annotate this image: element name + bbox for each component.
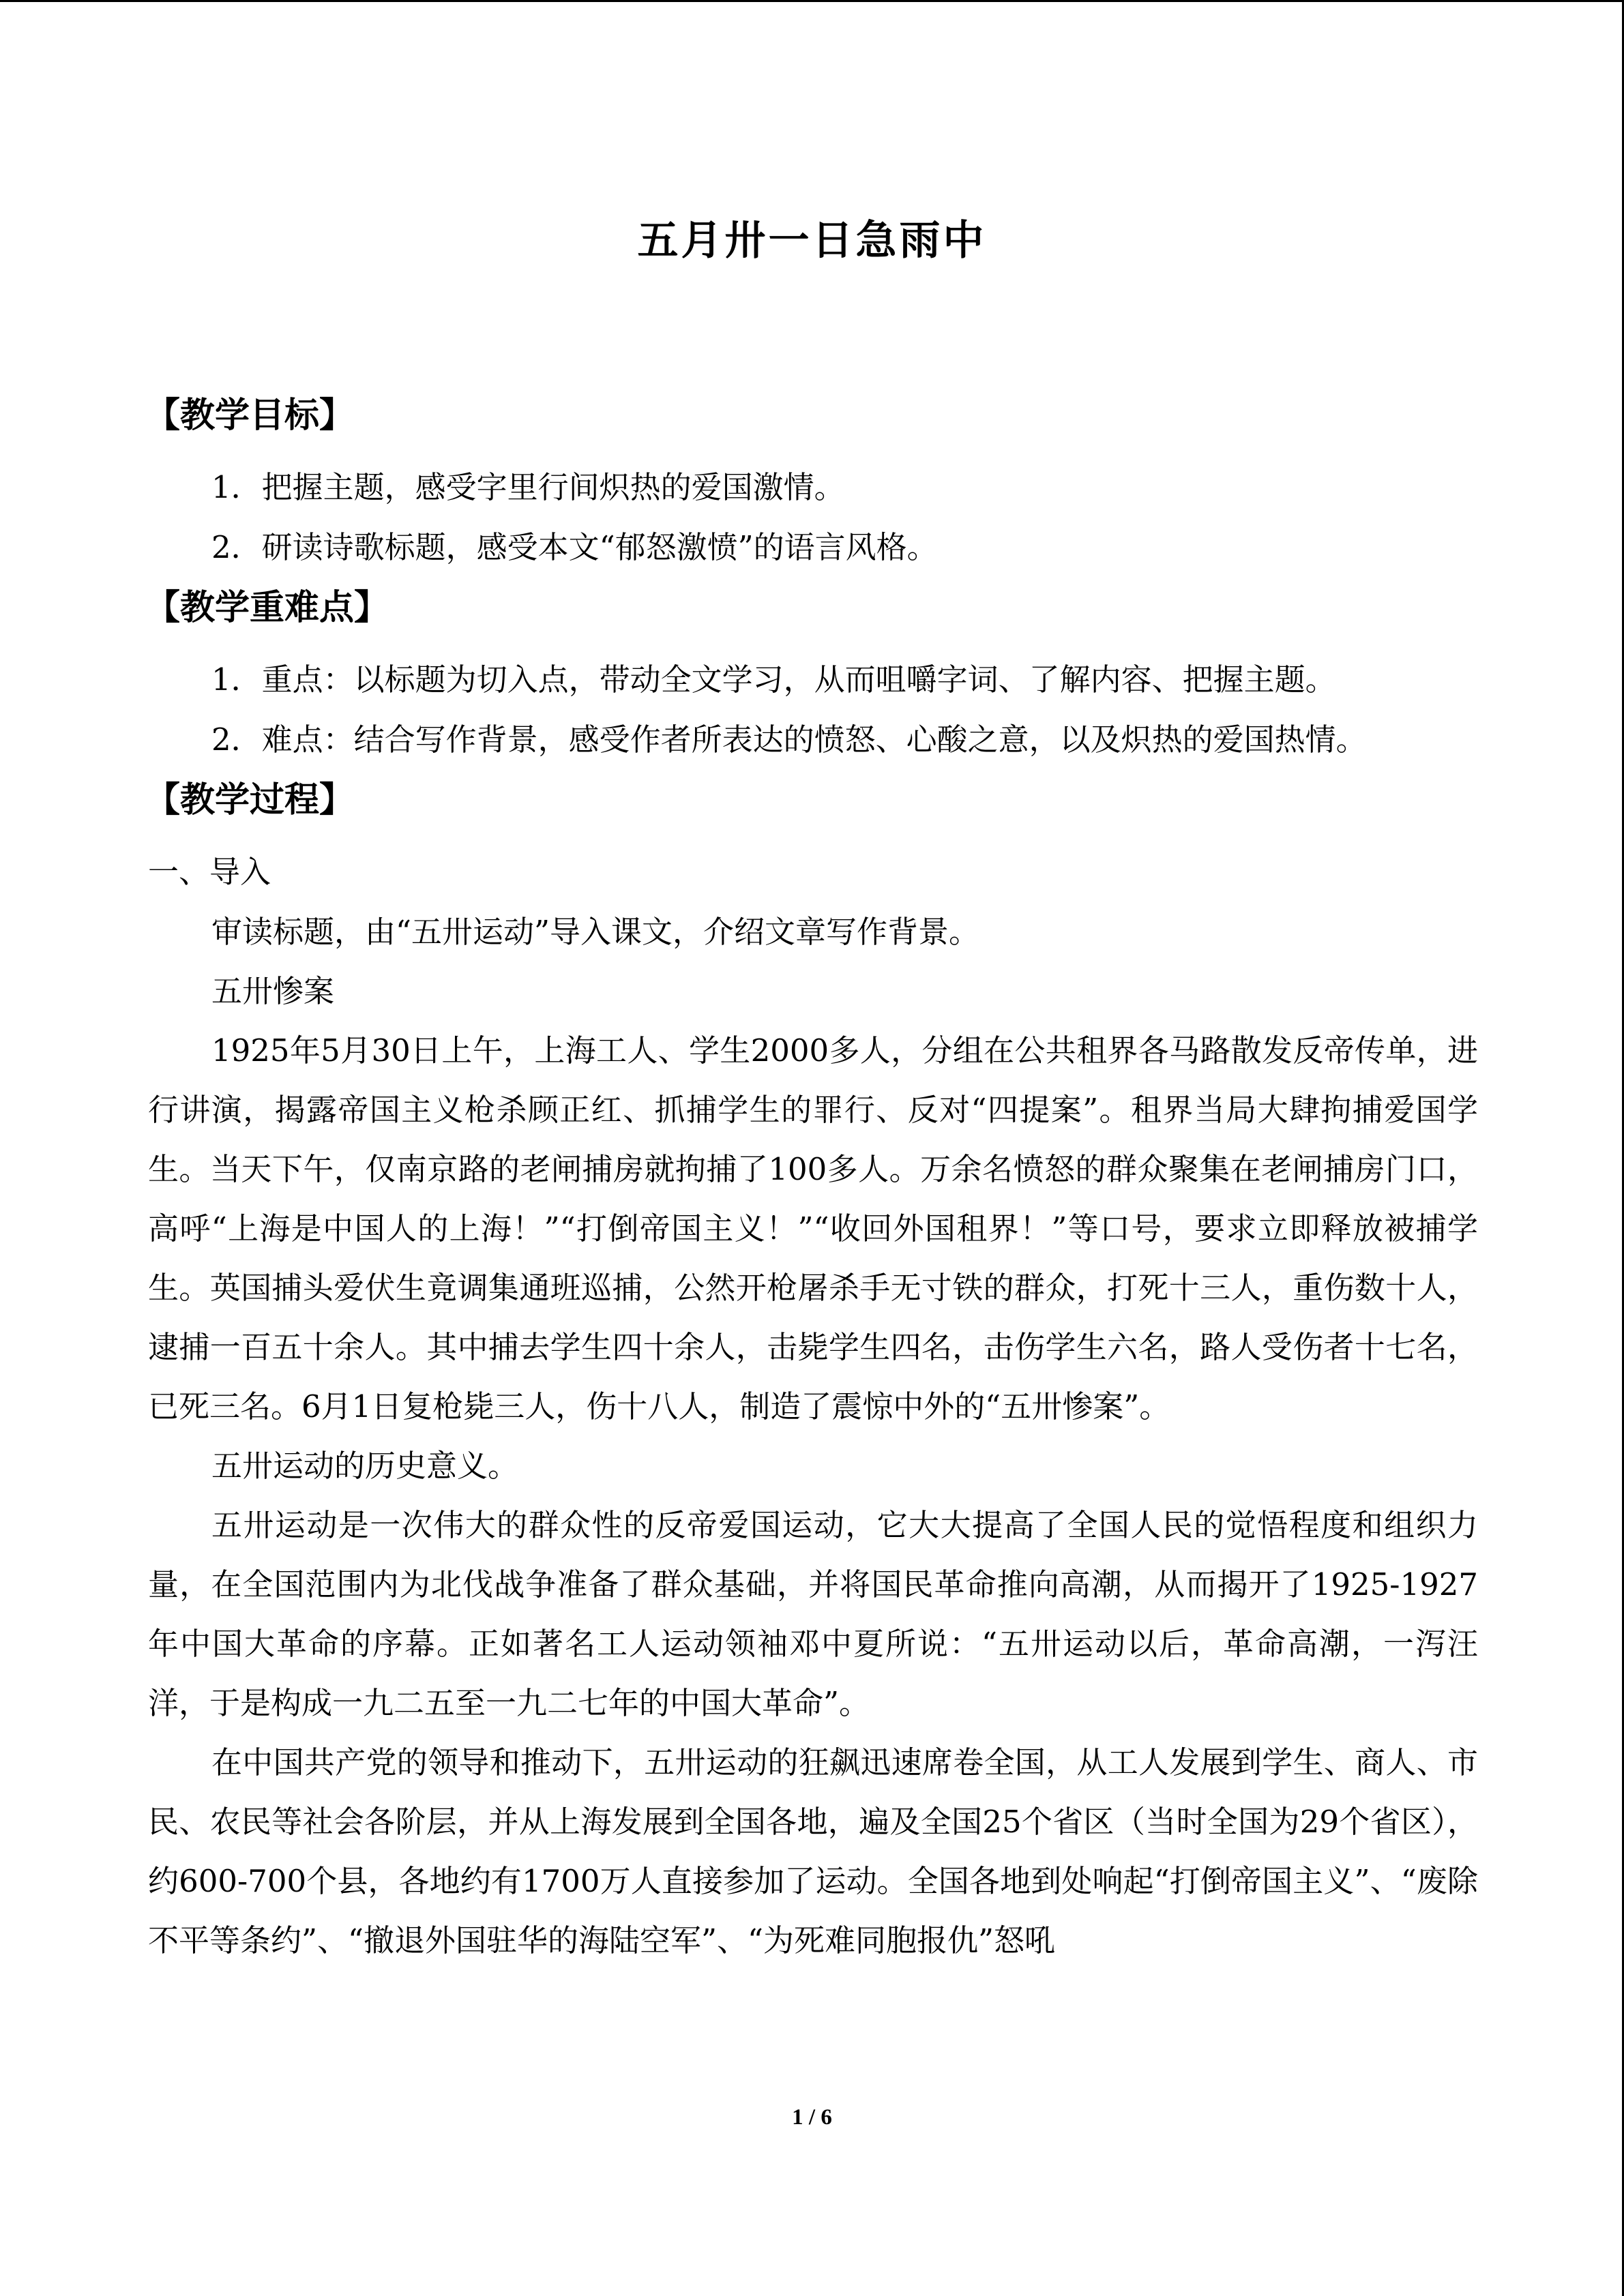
paragraph-intro: 审读标题，由“五卅运动”导入课文，介绍文章写作背景。 (211, 914, 980, 950)
paragraph-significance: 五卅运动是一次伟大的群众性的反帝爱国运动，它大大提高了全国人民的觉悟程度和组织力量，在全国范围内为北伐战争准备了群众基础，并将国民革命推向高潮，从而揭开了1925-1927年中国大革命的序幕。正如著名工人运动领袖邓中夏所说：“五卅运动以后，革命高潮，一泻汪洋，于是构成一九二五至一九二七年的中国大革命”。 (148, 1507, 1478, 1721)
paragraph-label-massacre: 五卅惨案 (211, 973, 335, 1009)
objective-item-1: 1．把握主题，感受字里行间炽热的爱国激情。 (211, 469, 845, 505)
key-point-item-1: 1．重点：以标题为切入点，带动全文学习，从而咀嚼字词、了解内容、把握主题。 (211, 661, 1336, 698)
document-body (145, 385, 1478, 1970)
paragraph-label-significance: 五卅运动的历史意义。 (211, 1448, 519, 1484)
section-heading-key-points: 【教学重难点】 (145, 588, 389, 628)
section-heading-process: 【教学过程】 (145, 780, 355, 820)
paragraph-nationwide-spread: 在中国共产党的领导和推动下，五卅运动的狂飙迅速席卷全国，从工人发展到学生、商人、市民、农民等社会各阶层，并从上海发展到全国各地，遍及全国25个省区（当时全国为29个省区），约600-700个县，各地约有1700万人直接参加了运动。全国各地到处响起“打倒帝国主义”、“废除不平等条约”、“撤退外国驻华的海陆空军”、“为死难同胞报仇”怒吼 (148, 1744, 1478, 1958)
section-heading-objectives: 【教学目标】 (145, 396, 355, 436)
key-point-item-2: 2．难点：结合写作背景，感受作者所表达的愤怒、心酸之意，以及炽热的爱国热情。 (211, 721, 1367, 758)
paragraph-massacre-details: 1925年5月30日上午，上海工人、学生2000多人，分组在公共租界各马路散发反帝传单，进行讲演，揭露帝国主义枪杀顾正红、抓捕学生的罪行、反对“四提案”。租界当局大肆拘捕爱国学生。当天下午，仅南京路的老闸捕房就拘捕了100多人。万余名愤怒的群众聚集在老闸捕房门口，高呼“上海是中国人的上海！”“打倒帝国主义！”“收回外国租界！”等口号，要求立即释放被捕学生。英国捕头爱伏生竟调集通班巡捕，公然开枪屠杀手无寸铁的群众，打死十三人，重伤数十人，逮捕一百五十余人。其中捕去学生四十余人，击毙学生四名，击伤学生六名，路人受伤者十七名，已死三名。6月1日复枪毙三人，伤十八人，制造了震惊中外的“五卅惨案”。 (148, 1032, 1478, 1425)
page-number: 1 / 6 (792, 2105, 832, 2130)
subheading-introduction: 一、导入 (148, 854, 271, 890)
document-title: 五月卅一日急雨中 (637, 217, 987, 265)
objective-item-2: 2．研读诗歌标题，感受本文“郁怒激愤”的语言风格。 (211, 529, 938, 565)
